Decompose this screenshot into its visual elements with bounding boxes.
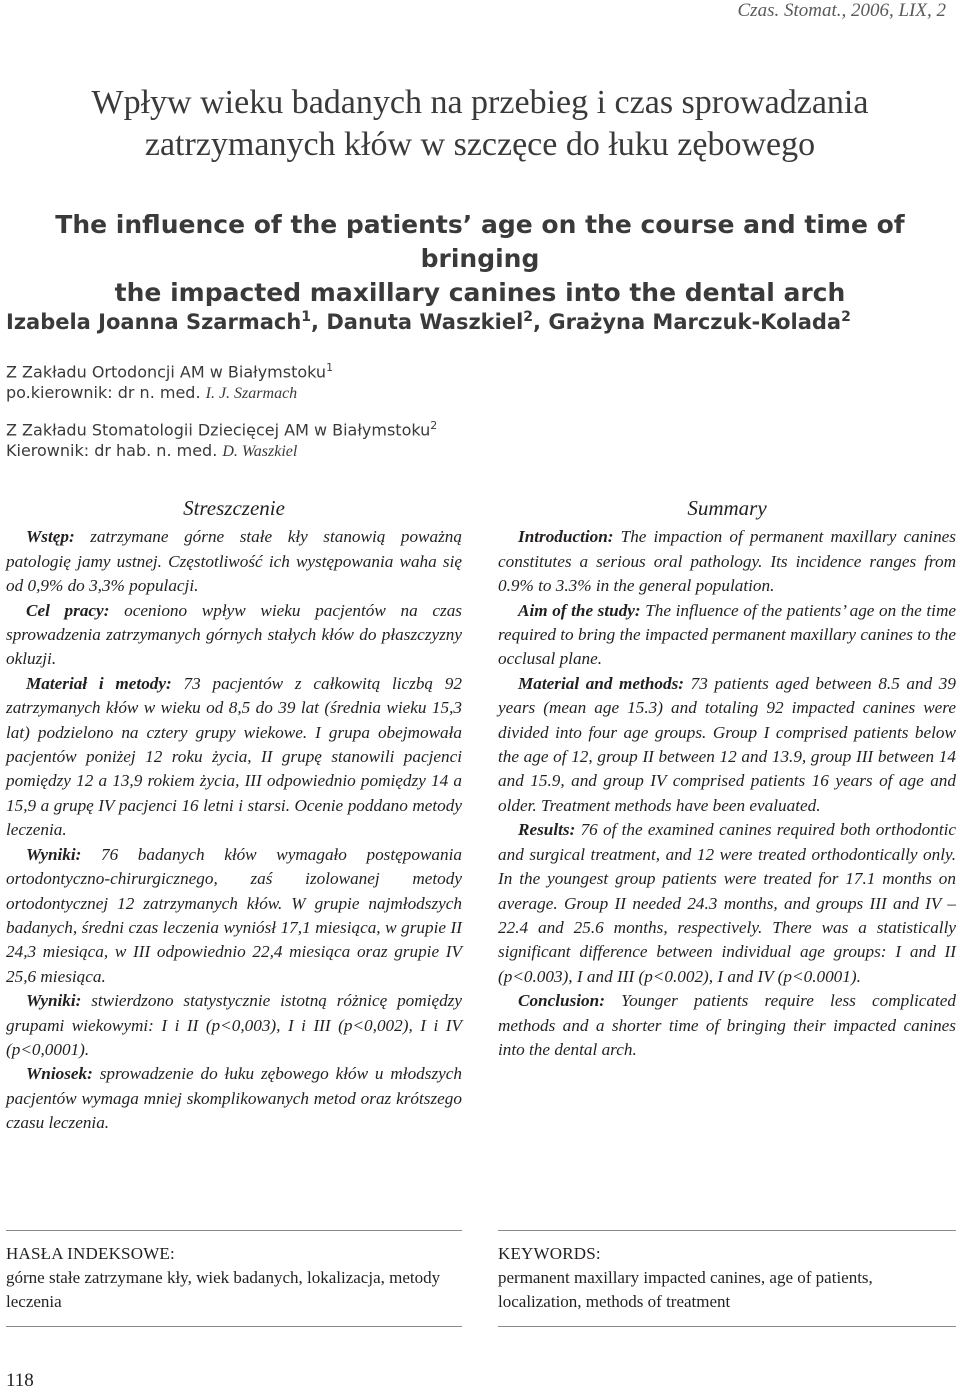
title-polish-line-2: zatrzymanych kłów w szczęce do łuku zębowego: [144, 126, 816, 163]
title-polish: [0, 82, 960, 166]
section-label: Cel pracy:: [26, 600, 110, 620]
section-text: The influence of the patients’ age on the time required to bring the impacted permanent maxillary canines to the occlusal plane.: [498, 600, 956, 669]
abstract-english-heading: Summary: [687, 496, 767, 520]
affiliation-number: 1: [326, 361, 334, 374]
keywords-polish-text: górne stałe zatrzymane kły, wiek badanych, lokalizacja, metody leczenia: [6, 1268, 441, 1311]
keywords-english-text: permanent maxillary impacted canines, age of patients, localization, methods of treatment: [498, 1268, 873, 1311]
affiliation-head-name: D. Waszkiel: [222, 443, 298, 461]
section-label: Conclusion:: [518, 991, 605, 1011]
keywords-polish-heading: HASŁA INDEKSOWE:: [6, 1244, 175, 1263]
abstract-paragraph: [6, 599, 462, 672]
keywords-english-heading: KEYWORDS:: [498, 1244, 601, 1263]
affiliation-2: [6, 415, 437, 462]
affiliation-head-prefix: Kierownik: dr hab. n. med.: [6, 441, 223, 461]
section-label: Wyniki:: [26, 991, 82, 1011]
section-text: 73 patients aged between 8.5 and 39 years (mean age 15.3) and totaling 92 impacted canines were divided into four age groups. Group I comprised patients below the age of 12, group II between 12 and 13.9, group III between 14 and 15.9, and group IV comprised patients 16 years of age and older. Treatment methods have been evaluated.: [498, 673, 956, 815]
section-text: The impaction of permanent maxillary canines constitutes a serious oral pathology. Its incidence ranges from 0.9% to 3.3% in the general population.: [498, 527, 956, 596]
abstract-paragraph: [6, 989, 462, 1062]
section-label: Aim of the study:: [518, 600, 641, 620]
abstract-english: [498, 496, 956, 1062]
abstract-paragraph: [498, 525, 956, 598]
section-text: 73 pacjentów z całkowitą liczbą 92 zatrzymanych kłów w wieku od 8,5 do 39 lat (średnia wieku 15,3 lat) podzielono na cztery grupy wiekowe. I grupa obejmowała pacjentów poniżej 12 roku życia, II grupę stanowili pacjenci pomiędzy 12 a 13,9 rokiem życia, III odpowiednio pomiędzy 14 a 15,9 a grupę IV pacjenci 16 letni i starsi. Ocenie poddano metody leczenia.: [6, 673, 462, 840]
keywords-english: [498, 1230, 956, 1327]
author-name: Danuta Waszkiel: [326, 310, 524, 334]
title-english: [0, 208, 960, 310]
abstract-paragraph: [6, 525, 462, 598]
abstract-paragraph: [498, 989, 956, 1062]
abstract-paragraph: [498, 818, 956, 989]
author-name: Grażyna Marczuk-Kolada: [548, 310, 842, 334]
title-english-line-2: the impacted maxillary canines into the dental arch: [114, 278, 846, 307]
section-label: Introduction:: [518, 527, 614, 547]
section-label: Wstęp:: [26, 527, 75, 547]
running-head: Czas. Stomat., 2006, LIX, 2: [737, 0, 946, 21]
divider: [498, 1230, 956, 1231]
section-label: Wniosek:: [26, 1064, 93, 1084]
section-text: 76 of the examined canines required both orthodontic and surgical treatment, and 12 were treated orthodontically only. In the youngest group patients were treated for 17.1 months on average. Group II needed 24.3 months, and groups III and IV – 22.4 and 25.6 months, respectively. There was a statistically significant difference between individual age groups: I and II (p<0.003), I and III (p<0.002), I and IV (p<0.0001).: [498, 820, 956, 986]
abstract-paragraph: [6, 1062, 462, 1135]
affiliation-unit: Z Zakładu Ortodoncji AM w Białymstoku: [6, 362, 327, 382]
author-affiliation-number: 2: [841, 309, 851, 325]
section-text: oceniono wpływ wieku pacjentów na czas sprowadzenia zatrzymanych górnych stałych kłów do płaszczyzny okluzji.: [6, 600, 462, 669]
divider: [498, 1326, 956, 1327]
section-label: Material and methods:: [518, 673, 684, 693]
abstract-paragraph: [498, 672, 956, 818]
affiliation-1: [6, 357, 333, 404]
section-text: stwierdzono statystycznie istotną różnicę pomiędzy grupami wiekowymi: I i II (p<0,003), I i III (p<0,002), I i IV (p<0,0001).: [6, 991, 462, 1059]
author-list: Izabela Joanna Szarmach$^1$, Danuta Waszkiel$^2$, Grażyna Marczuk-Kolada$^2$: [6, 309, 851, 334]
keywords-polish: [6, 1230, 462, 1327]
affiliation-head-prefix: po.kierownik: dr n. med.: [6, 383, 206, 403]
title-english-line-1: The influence of the patients’ age on the course and time of bringing: [55, 210, 905, 273]
divider: [6, 1230, 462, 1231]
section-text: zatrzymane górne stałe kły stanowią poważną patologię jamy ustnej. Częstotliwość ich występowania waha się od 0,9% do 3,3% populacji.: [6, 527, 462, 596]
title-polish-line-1: Wpływ wieku badanych na przebieg i czas sprowadzania: [91, 84, 869, 121]
page-number: 118: [6, 1370, 34, 1391]
author-name: Izabela Joanna Szarmach: [6, 310, 302, 334]
abstract-paragraph: [6, 672, 462, 843]
divider: [6, 1326, 462, 1327]
abstract-polish: [6, 496, 462, 1136]
abstract-paragraph: [498, 599, 956, 672]
affiliation-head-name: I. J. Szarmach: [205, 385, 298, 403]
author-affiliation-number: 1: [301, 309, 312, 325]
affiliation-number: 2: [430, 419, 438, 432]
section-label: Results:: [518, 820, 576, 840]
affiliation-unit: Z Zakładu Stomatologii Dziecięcej AM w Białymstoku: [6, 420, 431, 440]
abstract-paragraph: [6, 843, 462, 989]
section-text: sprowadzenie do łuku zębowego kłów u młodszych pacjentów wymaga mniej skomplikowanych metod oraz krótszego czasu leczenia.: [6, 1064, 462, 1133]
section-label: Wyniki:: [26, 844, 82, 864]
section-label: Materiał i metody:: [26, 673, 172, 693]
section-text: Younger patients require less complicated methods and a shorter time of bringing their impacted canines into the dental arch.: [498, 991, 956, 1059]
author-affiliation-number: 2: [523, 309, 534, 325]
abstract-polish-heading: Streszczenie: [183, 496, 285, 520]
section-text: 76 badanych kłów wymagało postępowania ortodontyczno-chirurgicznego, zaś izolowanej metody ortodontycznej 12 zatrzymanych kłów. W grupie najmłodszych badanych, średni czas leczenia wyniósł 17,1 miesiąca, w grupie II 24,3 miesiąca, w III odpowiednio 22,4 miesiąca oraz grupie IV 25,6 miesiąca.: [6, 844, 462, 986]
